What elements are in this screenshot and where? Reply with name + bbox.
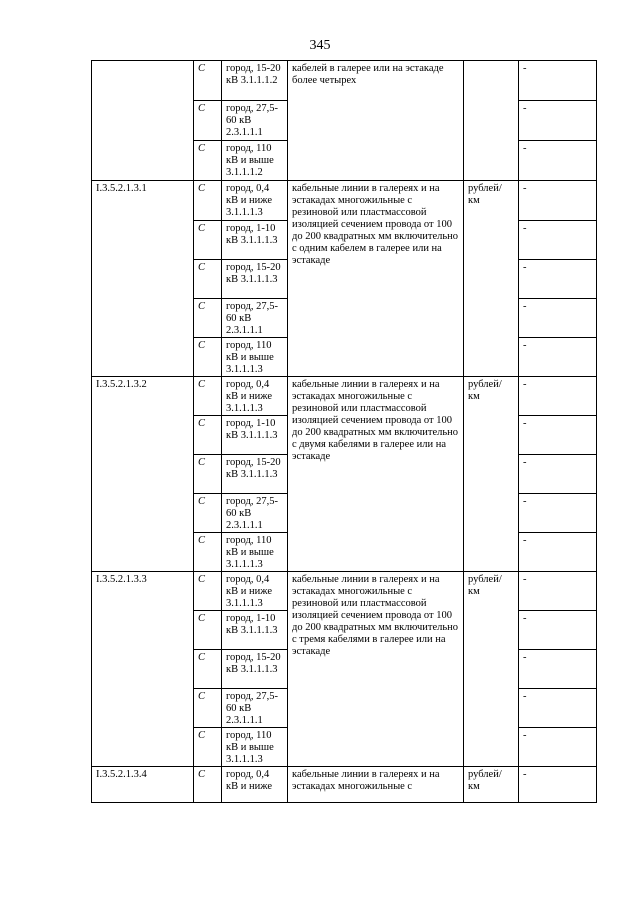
- c-cell: С: [194, 338, 222, 377]
- value-cell: -: [519, 377, 597, 416]
- c-cell: С: [194, 572, 222, 611]
- value-cell: -: [519, 494, 597, 533]
- value-cell: -: [519, 572, 597, 611]
- description-cell: кабельные линии в галереях и на эстакадах многожильные с резиновой или пластмассовой изоляцией сечением провода от 100 до 200 квадратных мм включительно с тремя кабелями в галерее или на эстакаде: [288, 572, 464, 767]
- c-cell: С: [194, 533, 222, 572]
- c-cell: С: [194, 767, 222, 803]
- zone-cell: город, 15-20 кВ 3.1.1.1.3: [222, 455, 288, 494]
- zone-cell: город, 15-20 кВ 3.1.1.1.3: [222, 260, 288, 299]
- value-cell: -: [519, 338, 597, 377]
- code-cell: I.3.5.2.1.3.2: [92, 377, 194, 572]
- c-cell: С: [194, 101, 222, 141]
- page-number: 345: [309, 38, 331, 53]
- description-cell: кабельные линии в галереях и на эстакадах многожильные с: [288, 767, 464, 803]
- zone-cell: город, 110 кВ и выше 3.1.1.1.2: [222, 141, 288, 181]
- unit-cell: рублей/ км: [464, 377, 519, 572]
- zone-cell: город, 27,5-60 кВ 2.3.1.1.1: [222, 689, 288, 728]
- c-cell: С: [194, 61, 222, 101]
- value-cell: -: [519, 689, 597, 728]
- c-cell: С: [194, 299, 222, 338]
- value-cell: -: [519, 455, 597, 494]
- c-cell: С: [194, 416, 222, 455]
- zone-cell: город, 27,5-60 кВ 2.3.1.1.1: [222, 299, 288, 338]
- value-cell: -: [519, 221, 597, 260]
- zone-cell: город, 110 кВ и выше 3.1.1.1.3: [222, 533, 288, 572]
- c-cell: С: [194, 650, 222, 689]
- code-cell: I.3.5.2.1.3.3: [92, 572, 194, 767]
- c-cell: С: [194, 377, 222, 416]
- zone-cell: город, 27,5-60 кВ 2.3.1.1.1: [222, 494, 288, 533]
- value-cell: -: [519, 728, 597, 767]
- value-cell: -: [519, 533, 597, 572]
- zone-cell: город, 110 кВ и выше 3.1.1.1.3: [222, 728, 288, 767]
- c-cell: С: [194, 689, 222, 728]
- c-cell: С: [194, 728, 222, 767]
- description-cell: кабелей в галерее или на эстакаде более четырех: [288, 61, 464, 181]
- zone-cell: город, 1-10 кВ 3.1.1.1.3: [222, 611, 288, 650]
- value-cell: -: [519, 61, 597, 101]
- value-cell: -: [519, 141, 597, 181]
- description-cell: кабельные линии в галереях и на эстакадах многожильные с резиновой или пластмассовой изоляцией сечением провода от 100 до 200 квадратных мм включительно с двумя кабелями в галерее или на эстакаде: [288, 377, 464, 572]
- zone-cell: город, 27,5-60 кВ 2.3.1.1.1: [222, 101, 288, 141]
- zone-cell: город, 110 кВ и выше 3.1.1.1.3: [222, 338, 288, 377]
- c-cell: С: [194, 141, 222, 181]
- c-cell: С: [194, 260, 222, 299]
- code-cell: I.3.5.2.1.3.1: [92, 181, 194, 377]
- table-row: [92, 377, 597, 416]
- c-cell: С: [194, 494, 222, 533]
- c-cell: С: [194, 181, 222, 221]
- value-cell: -: [519, 260, 597, 299]
- value-cell: -: [519, 611, 597, 650]
- value-cell: -: [519, 416, 597, 455]
- zone-cell: город, 1-10 кВ 3.1.1.1.3: [222, 221, 288, 260]
- unit-cell: рублей/ км: [464, 181, 519, 377]
- tariff-table: [91, 60, 597, 803]
- zone-cell: город, 0,4 кВ и ниже 3.1.1.1.3: [222, 377, 288, 416]
- c-cell: С: [194, 221, 222, 260]
- code-cell: [92, 61, 194, 181]
- table-row: [92, 767, 597, 803]
- code-cell: I.3.5.2.1.3.4: [92, 767, 194, 803]
- table-row: [92, 572, 597, 611]
- table-row: [92, 181, 597, 221]
- description-cell: кабельные линии в галереях и на эстакадах многожильные с резиновой или пластмассовой изоляцией сечением провода от 100 до 200 квадратных мм включительно с одним кабелем в галерее или на эстакаде: [288, 181, 464, 377]
- value-cell: -: [519, 101, 597, 141]
- table-row: [92, 61, 597, 101]
- c-cell: С: [194, 611, 222, 650]
- value-cell: -: [519, 650, 597, 689]
- unit-cell: [464, 61, 519, 181]
- value-cell: -: [519, 181, 597, 221]
- zone-cell: город, 0,4 кВ и ниже: [222, 767, 288, 803]
- c-cell: С: [194, 455, 222, 494]
- unit-cell: рублей/ км: [464, 572, 519, 767]
- zone-cell: город, 1-10 кВ 3.1.1.1.3: [222, 416, 288, 455]
- zone-cell: город, 0,4 кВ и ниже 3.1.1.1.3: [222, 181, 288, 221]
- zone-cell: город, 0,4 кВ и ниже 3.1.1.1.3: [222, 572, 288, 611]
- value-cell: -: [519, 767, 597, 803]
- zone-cell: город, 15-20 кВ 3.1.1.1.2: [222, 61, 288, 101]
- unit-cell: рублей/ км: [464, 767, 519, 803]
- value-cell: -: [519, 299, 597, 338]
- zone-cell: город, 15-20 кВ 3.1.1.1.3: [222, 650, 288, 689]
